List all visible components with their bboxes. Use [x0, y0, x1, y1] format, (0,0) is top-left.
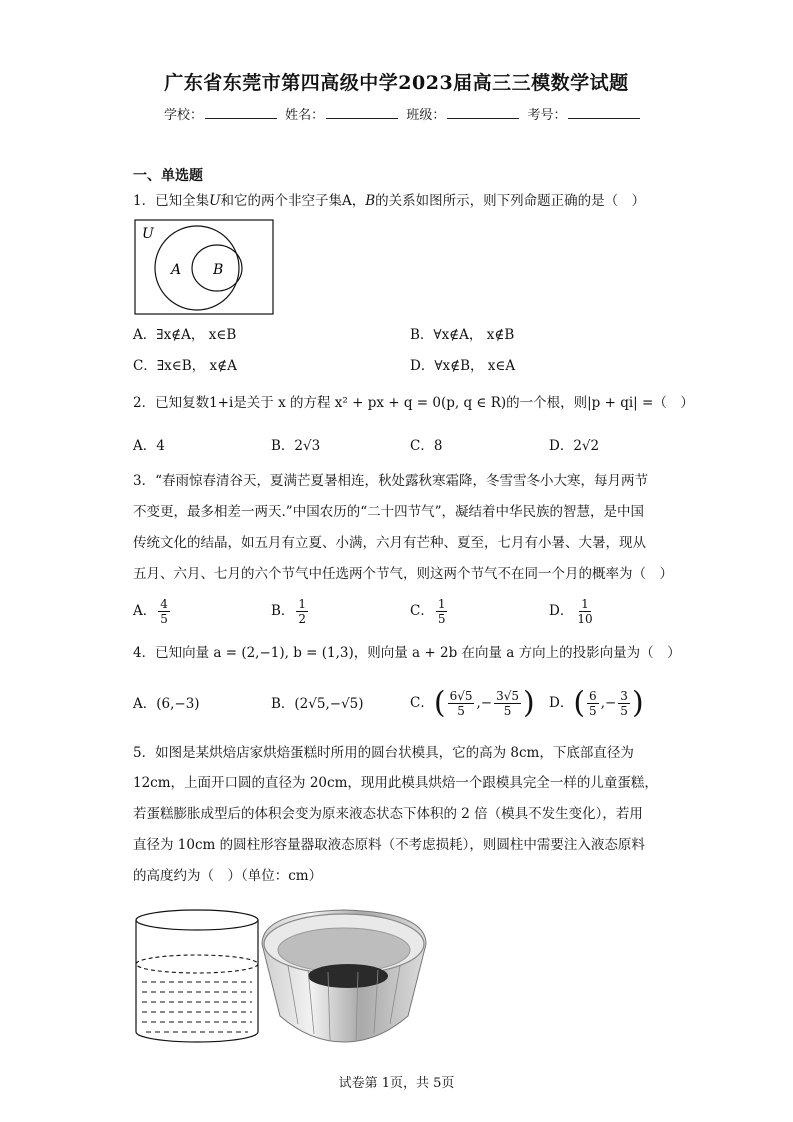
class-label: 班级： — [406, 108, 446, 123]
q1-option-a: A．∃x∉A， x∈B — [133, 327, 237, 343]
q4-option-a: A．(6,−3) — [133, 696, 200, 712]
id-label: 考号： — [527, 108, 567, 123]
q2-option-d: D．2√2 — [549, 438, 600, 454]
q5-line-1: 5．如图是某烘焙店家烘焙蛋糕时所用的圆台状模具，它的高为 8cm，下底部直径为 — [133, 745, 634, 761]
venn-universe-rect — [135, 220, 273, 314]
q2-option-b: B．2√3 — [271, 438, 321, 454]
name-label: 姓名： — [285, 108, 325, 123]
section-heading: 一、单选题 — [133, 168, 203, 184]
venn-set-a — [155, 226, 239, 310]
q5-line-4: 直径为 10cm 的圆柱形容量器取液态原料（不考虑损耗），则圆柱中需要注入液态原料 — [133, 837, 645, 853]
q3-option-b: B． $\frac{1}{2}$ — [271, 597, 307, 626]
cylinder-container-figure — [134, 908, 260, 1048]
id-blank — [568, 106, 640, 119]
name-blank — [326, 106, 398, 119]
page-footer: 试卷第 1页，共 5页 — [338, 1076, 455, 1091]
q2-stem: 2．已知复数1+i是关于 x 的方程 x² + px + q = 0(p, q ∈ R)的一个根，则|p + qi| =（ ） — [133, 395, 694, 411]
q5-line-2: 12cm，上面开口圆的直径为 20cm，现用此模具烘焙一个跟模具完全一样的儿童蛋糕， — [133, 775, 658, 791]
q1-option-b: B．∀x∉A， x∉B — [410, 327, 515, 343]
q3-line-3: 传统文化的结晶，如五月有立夏、小满，六月有芒种、夏至，七月有小暑、大暑，现从 — [133, 535, 646, 551]
q4-stem: 4．已知向量 a = (2,−1), b = (1,3)，则向量 a + 2b 在向量 a 方向上的投影向量为（ ） — [133, 645, 681, 661]
class-blank — [447, 106, 519, 119]
q3-option-d: D． $\frac{1}{10}$ — [549, 597, 593, 626]
q4-option-d: D．( $\frac{6}{5}$ ,− $\frac{3}{5}$ ) — [549, 685, 644, 721]
student-info-line — [164, 104, 644, 123]
venn-diagram — [133, 218, 275, 316]
page-title: 广东省东莞市第四高级中学2023届高三三模数学试题 — [164, 72, 629, 94]
q2-option-c: C．8 — [410, 438, 443, 454]
venn-label-b: B — [213, 262, 224, 278]
q4-option-c: C．( $\frac{6√5}{5}$ ,− $\frac{3√5}{5}$ ) — [410, 685, 535, 721]
q3-option-c: C． $\frac{1}{5}$ — [410, 597, 446, 626]
q3-line-4: 五月、六月、七月的六个节气中任选两个节气，则这两个节气不在同一个月的概率为（ ） — [133, 566, 673, 582]
q3-line-1: 3．“春雨惊春清谷天，夏满芒夏暑相连，秋处露秋寒霜降，冬雪雪冬小大寒，每月两节 — [133, 473, 648, 489]
school-label: 学校： — [164, 108, 204, 123]
school-blank — [205, 106, 277, 119]
venn-label-u: U — [142, 226, 154, 242]
q3-option-a: A． $\frac{4}{5}$ — [133, 597, 168, 626]
q1-option-c: C．∃x∈B， x∉A — [133, 358, 237, 374]
venn-label-a: A — [171, 262, 182, 278]
q1-option-d: D．∀x∉B， x∈A — [410, 358, 516, 374]
foil-mold-figure — [258, 904, 430, 1046]
q5-line-3: 若蛋糕膨胀成型后的体积会变为原来液态状态下体积的 2 倍（模具不发生变化），若用 — [133, 806, 643, 822]
q2-option-a: A．4 — [133, 438, 165, 454]
q3-line-2: 不变更，最多相差一两天.”中国农历的“二十四节气”，凝结着中华民族的智慧，是中国 — [133, 504, 644, 520]
q4-option-b: B．(2√5,−√5) — [271, 696, 364, 712]
q5-line-5: 的高度约为（ ）（单位：cm） — [133, 868, 323, 884]
q1-stem: 1．已知全集U和它的两个非空子集A，B的关系如图所示，则下列命题正确的是（ ） — [133, 193, 646, 209]
